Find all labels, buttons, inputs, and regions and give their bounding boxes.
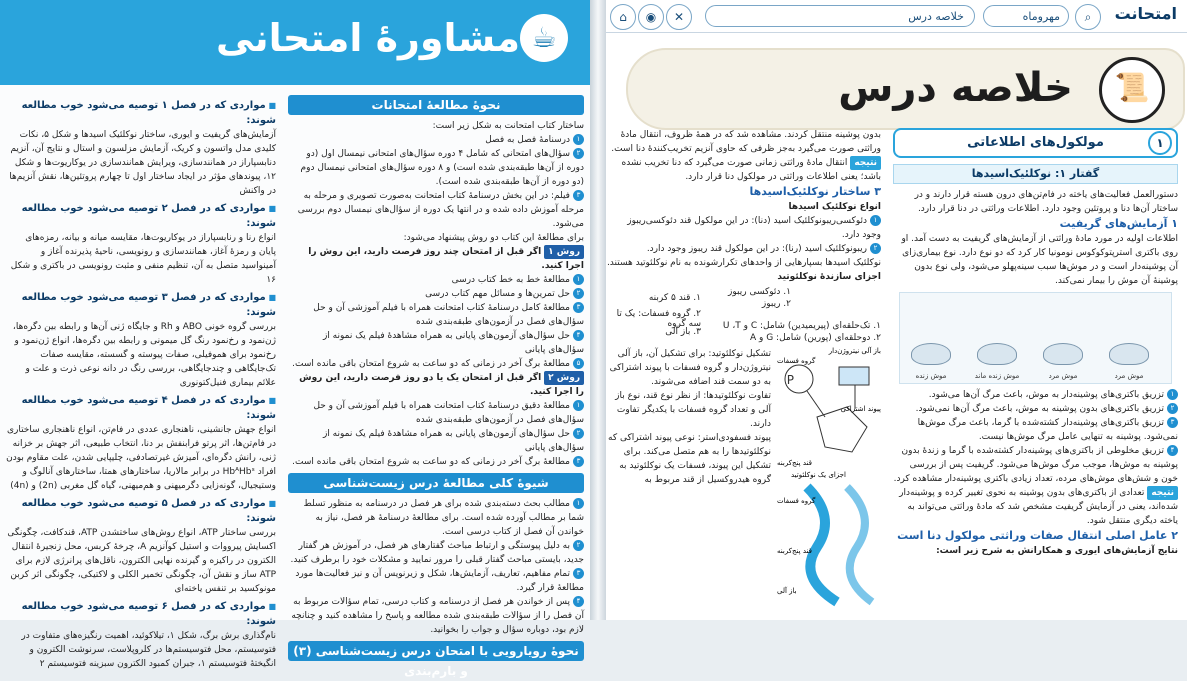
list-item: ۳فیلم: در این بخش درسنامهٔ کتاب امتحانت به‌صورت تصویری و مرحله به مرحله آموزش داده شده و در انتها یک دوره از سؤال‌های نیمسال دوم بررسی می‌شود. <box>297 191 584 229</box>
mouse-illustration <box>1043 343 1083 365</box>
types-note: نوکلئیک اسیدها بسپارهایی از واحدهای تکرارشونده به نام نوکلئوتید هستند. <box>606 258 881 268</box>
list-item: ۱درسنامهٔ فصل به فصل <box>288 133 584 147</box>
mouse-illustration <box>1109 343 1149 365</box>
section-title-exam: نحوهٔ رویارویی با امتحان درس زیست‌شناسی (۳) و بارم‌بندی <box>288 641 584 661</box>
result-note: نتیجهتعدادی از باکتری‌های بدون پوشینه به نحوی تغییر کرده و پوشینه‌دار شده‌اند، یعنی در آزمایش گریفیت مشخص شد که مادهٔ وراثتی می‌تواند به یاخته دیگری منتقل شود. <box>899 488 1178 526</box>
griffith-heading: ۱ آزمایش‌های گریفیت <box>1059 217 1178 230</box>
chapter-2-heading: ■ مواردی که در فصل ۲ توصیه می‌شود خوب مطالعه شوند: <box>6 201 276 231</box>
nucleotide-section <box>606 347 881 607</box>
result-note: نتیجهانتقال مادهٔ وراثتی زمانی صورت می‌گیرد که دنا تخریب نشده باشد؛ یعنی اطلاعات وراثتی در مولکول دنا قرار دارد. <box>621 158 881 182</box>
chapter-box: ۱ مولکول‌های اطلاعاتی <box>893 128 1178 158</box>
diagram-label: ۳. باز آلی <box>665 327 701 337</box>
diagram-label: ۱. تک‌حلقه‌ای (پیریمیدین) شامل: C و U ،T <box>722 321 881 331</box>
list-item: ۲حل سؤال‌های آزمون‌های پایانی به همراه مشاهدهٔ فیلم یک نمونه از سؤال‌های پایانی <box>322 429 584 453</box>
chapter-number: ۱ <box>1148 131 1172 155</box>
gooftar-heading: گفتار ۱: نوکلئیک‌اسیدها <box>893 164 1178 184</box>
chapter-6-text: نام‌گذاری برش برگ، شکل ۱، تیلاکوئید، اهمیت رنگیزه‌های متفاوت در فتوسیستم، محل فتوسیستم‌ها در کلروپلاست، سرنوشت الکترون و انگیختهٔ فتوسیستم ۱، جبران کمبود الکترون سبزینه فتوسیستم ۲ <box>21 631 276 669</box>
number-badge: ۱ <box>573 134 584 145</box>
page-title: خلاصه درس <box>838 65 1073 111</box>
nav-icon[interactable]: ◉ <box>638 4 664 30</box>
chapter-3-heading: ■ مواردی که در فصل ۳ توصیه می‌شود خوب مطالعه شوند: <box>6 290 276 320</box>
diagram-label: ۲. ریبوز <box>761 299 791 309</box>
scroll-icon: 📜 <box>1099 57 1165 123</box>
mouse-illustration <box>911 343 951 365</box>
figure-label: پیوند اشتراکی <box>840 405 881 413</box>
list-item: ۴حل سؤال‌های آزمون‌های پایانی به همراه مشاهدهٔ فیلم یک نمونه از سؤال‌های پایانی <box>322 331 584 355</box>
list-item: ۴تزریق مخلوطی از باکتری‌های پوشینه‌دار کشته‌شده با گرما و زندهٔ بدون پوشینه به موش‌ها، موجب مرگ موش‌ها می‌شود. گریفیت پس از بررسی خون و شش‌های موش‌های مرده، تعداد زیادی باکتری پوشینه‌دار مشاهده کرد. <box>893 446 1178 484</box>
nucleotide-parts-diagram <box>606 287 881 347</box>
structure-heading: ۳ ساختار نوکلئیک‌اسیدها <box>749 185 881 198</box>
list-item: ۱مطالعهٔ خط به خط کتاب درسی <box>288 273 584 287</box>
griffith-text: اطلاعات اولیه در مورد مادهٔ وراثتی از آزمایش‌های گریفیت به دست آمد. او روی باکتری استرپتوکوکوس نومونیا کار کرد که دو نوع دارد. نوع بیماری‌زای آن پوشینه‌دار است و در موش‌ها سبب سینه‌پهلو می‌شود، ولی نوع بدون پوشینهٔ آن موش را بیمار نمی‌کند. <box>901 234 1178 286</box>
figure-label: گروه فسفات <box>777 357 816 365</box>
summary-right-column <box>893 128 1178 620</box>
study-method-column <box>288 95 584 678</box>
figure-caption: موش زنده ماند <box>974 372 1020 380</box>
chapters-column <box>6 95 276 669</box>
result-label: نتیجه <box>1147 486 1178 500</box>
number-badge: ۲ <box>573 148 584 159</box>
number-badge: ۳ <box>573 190 584 201</box>
nucleotide-text <box>606 347 771 607</box>
mouse-illustration <box>977 343 1017 365</box>
list-item: ۲ریبونوکلئیک اسید (رنا): در این مولکول قند ریبوز وجود دارد. <box>606 242 881 256</box>
nucleotide-figure <box>777 347 881 607</box>
diagram-label: ۲. دوحلقه‌ای (پورین) شامل: G و A <box>749 333 881 343</box>
result-label: نتیجه <box>850 156 881 170</box>
figure-caption: موش مرد <box>1114 372 1144 380</box>
chapter-3-text: بررسی گروه خونی ABO و Rh و جایگاه ژنی آن‌ها و رابطه بین دگره‌ها، ژن‌نمود و رخ‌نمود رنگ گل میمونی و رابطه بین دگره‌ها، انواع ژن‌نمود و رخ‌نمود برای هموفیلی، صفات پیوسته و گسسته، مقایسه صفات تک‌جایگاهی و چندجایگاهی، بررسی رنگ در دانه نوعی ذرت و علت و علائم بیماری فنیل‌کتونوری <box>12 322 276 388</box>
close-icon[interactable]: ✕ <box>666 4 692 30</box>
figure-caption: اجزای یک نوکلئوتید <box>791 471 846 479</box>
list-item: ۱تزریق باکتری‌های پوشینه‌دار به موش، باعث مرگ آن‌ها می‌شود. <box>893 388 1178 402</box>
method-1-heading: روش ۱اگر قبل از امتحان چند روز فرصت دارید، این روش را اجرا کنید. <box>308 247 584 271</box>
figure-label: باز آلی نیتروژن‌دار <box>828 347 881 355</box>
left-page <box>0 0 590 678</box>
tashkil-text: تشکیل نوکلئوتید: برای تشکیل آن، باز آلی نیتروژن‌دار و گروه فسفات با پیوند اشتراکی به دو سمت قند اضافه می‌شوند. <box>609 349 771 387</box>
section-intro: ساختار کتاب امتحانت به شکل زیر است: <box>432 121 584 131</box>
list-item: ۲تزریق باکتری‌های بدون پوشینه به موش، باعث مرگ آن‌ها نمی‌شود. <box>893 402 1178 416</box>
list-item: ۲به دلیل پیوستگی و ارتباط مباحث گفتارهای هر فصل، در آموزش هر گفتار جدید، بایستی مباحث گفتار قبلی را مرور نمایید و مشکلات خود را برطرف کنید. <box>290 541 584 565</box>
search-icon[interactable]: ⌕ <box>1075 4 1101 30</box>
chapter-4-text: انواع جهش جانشینی، ناهنجاری عددی در فام‌تن، انواع ناهنجاری ساختاری در فام‌تن‌ها، اثر پرتو فرابنفش بر دنا، انتخاب طبیعی، اثر جهش بر خزانه ژنی، رانش دگره‌ای، آمیزش غیرتصادفی، چلیپایی شدن، علت مقاوم بودن افراد HbᴬHbˢ در برابر مالاریا، ساختارهای همتا، ساختارهای آنالوگ و وستیجیال، گونه‌زایی دگرمیهنی و هم‌میهنی، گیاه گل مغربی (2n) و (4n) <box>6 425 276 491</box>
cup-icon: ☕ <box>520 14 568 62</box>
book-spine <box>590 0 606 620</box>
griffith-figure <box>899 292 1172 384</box>
svg-text:P: P <box>786 373 794 387</box>
diagram-label: ۲. گروه فسفات: یک تا سه گروه <box>616 309 701 329</box>
tafavot-text: تفاوت نوکلئوتیدها: از نظر نوع قند، نوع باز آلی و تعداد گروه فسفات با یکدیگر تفاوت دارند. <box>615 391 771 429</box>
home-icon[interactable]: ⌂ <box>610 4 636 30</box>
figure-label: قند پنج‌کربنه <box>777 547 812 555</box>
title-scroll <box>626 48 1185 130</box>
avery-heading: ۲ عامل اصلی انتقال صفات وراثتی مولکول دنا است <box>897 529 1178 542</box>
list-item: ۱دئوکسی‌ریبونوکلئیک اسید (دنا): در این مولکول قند دئوکسی‌ریبوز وجود دارد. <box>627 216 881 240</box>
figure-label: گروه فسفات <box>777 497 816 505</box>
breadcrumb[interactable]: خلاصه درس <box>705 5 975 27</box>
method-2-heading: روش ۲اگر قبل از امتحان یک یا دو روز فرصت دارید، این روش را اجرا کنید. <box>299 373 584 397</box>
types-heading: انواع نوکلئیک اسیدها <box>788 202 881 212</box>
subject-pill[interactable]: مهرو‌ماه <box>983 5 1069 27</box>
list-item: ۳مطالعهٔ برگ آخر در زمانی که دو ساعت به شروع امتحان باقی مانده است. <box>288 455 584 469</box>
figure-caption: موش مرد <box>1048 372 1078 380</box>
list-item: ۳مطالعهٔ کامل درسنامهٔ کتاب امتحانت همراه با فیلم آموزشی آن و حل سؤال‌های فصل در آزمون‌های طبقه‌بندی شده <box>313 303 584 327</box>
parts-heading: اجزای سازندهٔ نوکلئوتید <box>777 272 881 282</box>
banner-title: مشاوره‌ٔ امتحانی <box>215 16 520 60</box>
list-item: ۱مطالعهٔ دقیق درسنامهٔ کتاب امتحانت همراه با فیلم آموزشی آن و حل سؤال‌های فصل در آزمون‌های طبقه‌بندی شده <box>313 401 584 425</box>
list-item: ۳تمام مفاهیم، تعاریف، آزمایش‌ها، شکل و زیرنویس آن و نیز فعالیت‌ها مورد مطالعهٔ قرار گیرد. <box>295 569 584 593</box>
intro-text: دستورالعمل فعالیت‌های یاخته در فام‌تن‌های درون هسته قرار دارند و در ساختار آن‌ها دنا و پروتئین وجود دارد. اطلاعات وراثتی در دنا قرار دارد. <box>914 190 1178 214</box>
figure-caption: موش زنده <box>915 372 947 380</box>
peyvand-text: پیوند فسفودی‌استر: نوعی پیوند اشتراکی که نوکلئوتیدها را به هم متصل می‌کند. برای تشکیل این پیوند، فسفات یک نوکلئوتید به گروه هیدروکسیل از قند مربوط به <box>608 433 771 485</box>
list-item: ۱مطالب بحث دسته‌بندی شده برای هر فصل در درسنامه به منظور تسلط شما بر مطالب آورده شده است. برای مطالعهٔ درسنامهٔ هر فصل، نیاز به خواندن آن فصل از کتاب درسی است. <box>303 499 584 537</box>
figure-label: قند پنج‌کربنه <box>777 459 812 467</box>
list-item: ۴پس از خواندن هر فصل از درسنامه و کتاب درسی، تمام سؤالات مربوط به آن فصل را از سؤالات طبقه‌بندی شده مطالعه و پاسخ را مشاهده کنید و چنانچه لازم بود، دوباره سؤال و جواب را بخوانید. <box>291 597 584 635</box>
section-note: برای مطالعهٔ این کتاب دو روش پیشنهاد می‌شود: <box>403 233 584 243</box>
chapter-6-heading: ■ مواردی که در فصل ۶ توصیه می‌شود خوب مطالعه شوند: <box>6 599 276 629</box>
method-2-label: روش ۲ <box>544 371 584 385</box>
chapter-5-heading: ■ مواردی که در فصل ۵ توصیه می‌شود خوب مطالعه شوند: <box>6 496 276 526</box>
avery-subheading: نتایج آزمایش‌های ایوری و همکارانش به شرح زیر است: <box>936 546 1178 556</box>
chapter-1-heading: ■ مواردی که در فصل ۱ توصیه می‌شود خوب مطالعه شوند: <box>6 98 276 128</box>
list-item: ۵مطالعهٔ برگ آخر در زمانی که دو ساعت به شروع امتحان باقی مانده است. <box>288 357 584 371</box>
summary-left-column <box>606 128 881 620</box>
brand-logo[interactable]: امتحانت <box>1114 4 1177 23</box>
chapter-1-text: آزمایش‌های گریفیت و ایوری، ساختار نوکلئیک اسیدها و شکل ۵، نکات کلیدی مدل واتسون و کریک، آزمایش مزلسون و استال و نتایج آن، آنزیم دنابسپاراز در همانندسازی، ویرایش همانندسازی در یوکاریوت‌ها و شکل ۱۲، پیوندهای مؤثر در ایجاد ساختار اول تا چهارم پروتئین‌ها، نقش آنزیم‌ها در واکنش <box>9 130 276 196</box>
figure-label: باز آلی <box>777 587 797 595</box>
list-item: ۲سؤال‌های امتحانی که شامل ۴ دوره سؤال‌های امتحانی نیمسال اول (دو دوره از آن‌ها طبقه‌بندی شده است) و ۸ دوره سؤال‌های امتحانی نیمسال دوم (دو دوره از آن‌ها طبقه‌بندی شده است). <box>300 149 584 187</box>
diagram-label: ۱. قند ۵ کربنه <box>648 293 701 303</box>
diagram-label: ۱. دئوکسی ریبوز <box>728 287 791 297</box>
list-item: ۳تزریق باکتری‌های پوشینه‌دار کشته‌شده با گرما، باعث مرگ موش‌ها نمی‌شود. پوشینه به تنهایی عامل مرگ موش‌ها نیست. <box>917 418 1178 442</box>
continued-text: بدون پوشینه منتقل کردند. مشاهده شد که در همهٔ ظروف، انتقال مادهٔ وراثتی صورت می‌گیرد به‌جز ظرفی که حاوی آنزیم تخریب‌کنندهٔ دنا است. <box>611 130 881 154</box>
section-title-biology: شیوهٔ کلی مطالعهٔ درس زیست‌شناسی <box>288 473 584 493</box>
top-toolbar <box>606 0 1187 33</box>
right-page <box>606 0 1187 620</box>
chapter-2-text: انواع رنا و رنابسپاراز در یوکاریوت‌ها، مقایسه میانه و بیانه، رمزه‌های پایان و رمزهٔ آغاز، همانندسازی و رونویسی، ناحیهٔ پذیرنده آغاز و آمینواسید متصل به آن، تنظیم منفی و مثبت رونویسی در باکتری و شکل ۱۶ <box>10 233 276 285</box>
chapter-4-heading: ■ مواردی که در فصل ۴ توصیه می‌شود خوب مطالعه شوند: <box>6 393 276 423</box>
method-1-label: روش ۱ <box>544 245 584 259</box>
chapter-5-text: بررسی ساختار ATP، انواع روش‌های ساختشدن ATP، قندکافت، چگونگی اکسایش پیرووات و استیل کوآنزیم A، چرخهٔ کربس، محل زنجیرهٔ انتقال الکترون در راکیزه و گیرنده نهایی الکترون، ناقل‌های پرانرژی لازم برای ATP ساز و نقش آن، چگونگی تخمیر الکلی و لاکتیکی، چگونگی اثر کربن مونوکسید بر تنفس یاخته‌ای <box>7 528 276 594</box>
list-item: ۲حل تمرین‌ها و مسائل مهم کتاب درسی <box>288 287 584 301</box>
section-title-study: نحوهٔ مطالعهٔ امتحانات <box>288 95 584 115</box>
banner <box>0 0 590 85</box>
